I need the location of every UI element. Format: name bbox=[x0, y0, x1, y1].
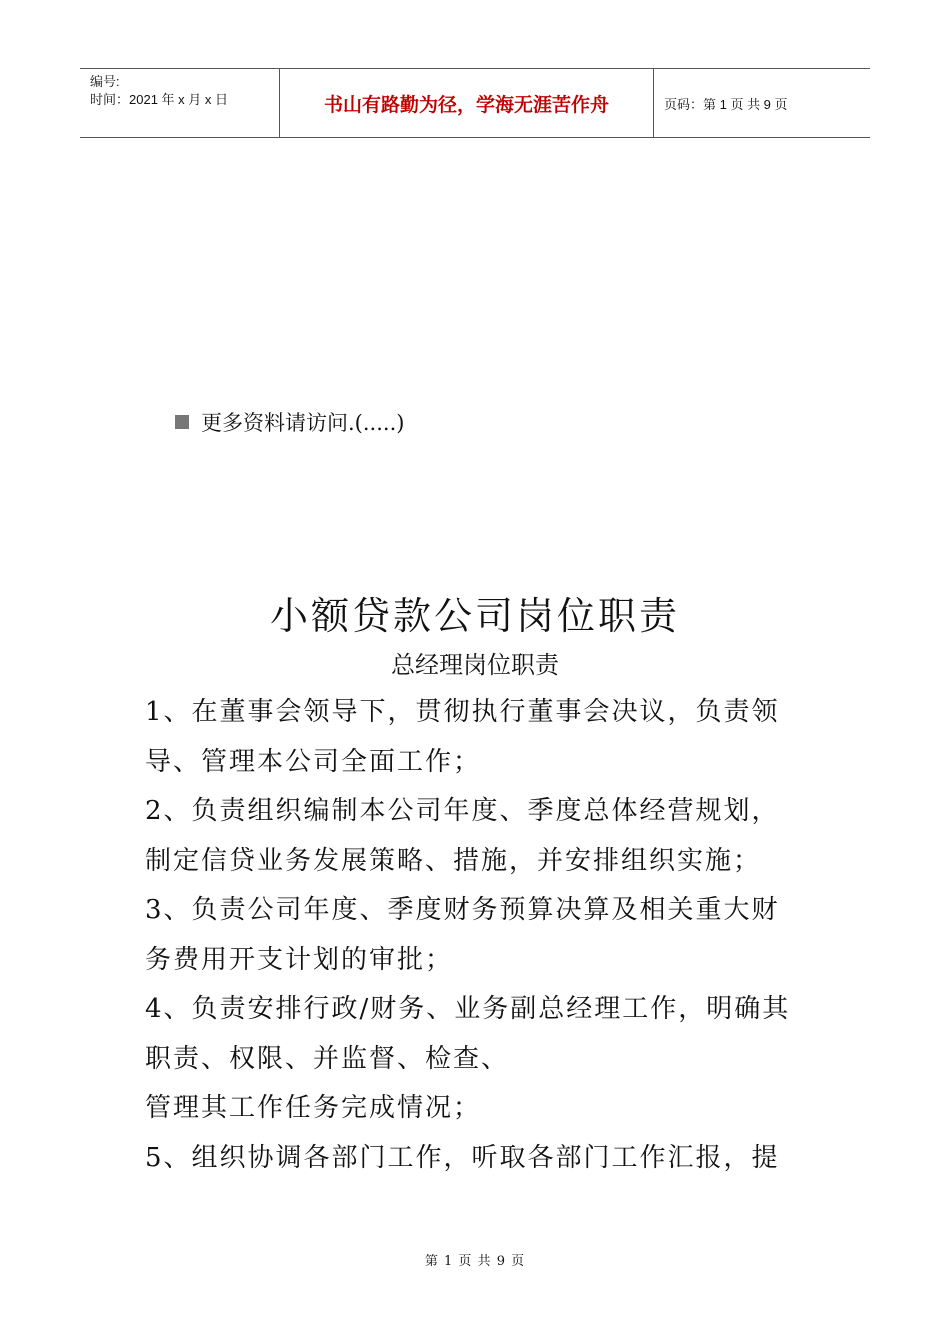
document-subtitle: 总经理岗位职责 bbox=[391, 651, 559, 679]
body-line: 管理其工作任务完成情况； bbox=[145, 1093, 482, 1123]
header-motto: 书山有路勤为径，学海无涯苦作舟 bbox=[280, 69, 654, 137]
square-bullet-icon bbox=[175, 415, 189, 429]
more-info-line bbox=[175, 407, 404, 437]
body-line: 职责、权限、并监督、检查、 bbox=[145, 1043, 510, 1074]
body-line: 5、组织协调各部门工作，听取各部门工作汇报，提 bbox=[145, 1142, 780, 1173]
document-body bbox=[145, 688, 815, 1183]
body-line: 4、负责安排行政/财务、业务副总经理工作，明确其 bbox=[145, 994, 791, 1024]
number-label: 编号: bbox=[90, 74, 120, 89]
time-label: 时间：2021 年 x 月 x 日 bbox=[90, 92, 228, 107]
body-line: 务费用开支计划的审批； bbox=[145, 944, 454, 975]
body-line: 1、在董事会领导下，贯彻执行董事会决议，负责领 bbox=[145, 697, 780, 727]
page-footer: 第 1 页 共 9 页 bbox=[424, 1254, 526, 1269]
body-line: 2、负责组织编制本公司年度、季度总体经营规划， bbox=[145, 796, 780, 826]
more-info-text: 更多资料请访问.(.....) bbox=[201, 411, 405, 435]
body-line: 导、管理本公司全面工作； bbox=[145, 746, 482, 777]
header-page-info: 页码：第 1 页 共 9 页 bbox=[664, 96, 788, 112]
document-title: 小额贷款公司岗位职责 bbox=[269, 594, 680, 638]
page-header bbox=[80, 68, 870, 138]
header-meta bbox=[80, 69, 280, 137]
body-line: 制定信贷业务发展策略、措施，并安排组织实施； bbox=[145, 845, 762, 876]
body-line: 3、负责公司年度、季度财务预算决算及相关重大财 bbox=[145, 895, 780, 925]
